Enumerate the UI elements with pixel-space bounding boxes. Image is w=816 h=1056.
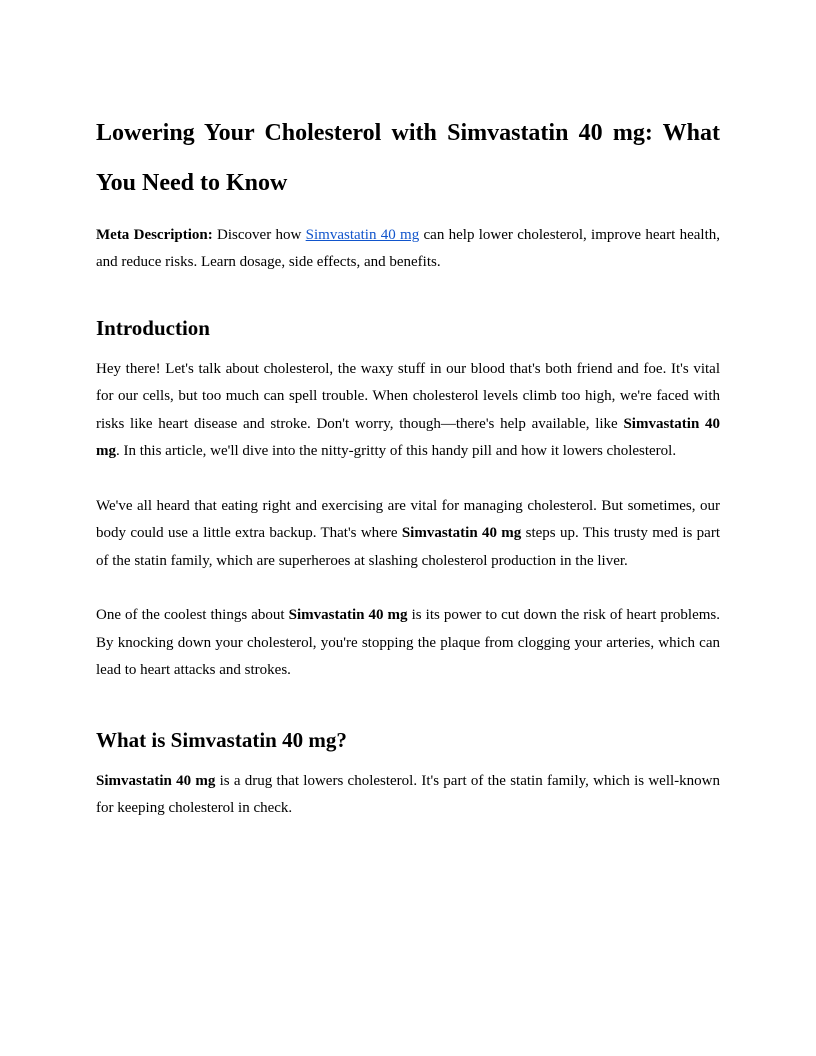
meta-description: [96, 222, 720, 277]
introduction-heading: Introduction: [96, 315, 210, 340]
intro-p1-text-after: . In this article, we'll dive into the nitty-gritty of this handy pill and how it lowers cholesterol.: [116, 443, 677, 460]
intro-paragraph-3: [96, 602, 720, 684]
meta-text-after-link: can help lower cholesterol, improve heart health, and reduce risks. Learn dosage, side effects, and benefits.: [96, 227, 721, 271]
article-title: Lowering Your Cholesterol with Simvastatin 40 mg: What You Need to Know: [96, 120, 720, 196]
intro-paragraph-1: [96, 356, 720, 466]
what-is-heading: What is Simvastatin 40 mg?: [96, 727, 347, 752]
intro-p3-text-before: One of the coolest things about: [96, 607, 289, 624]
intro-p2-text-before: We've all heard that eating right and exercising are vital for managing cholesterol. But sometimes, our body could use a little extra backup. That's where: [96, 497, 720, 542]
simvastatin-link[interactable]: Simvastatin 40 mg: [305, 227, 420, 243]
document-page: [96, 108, 720, 822]
intro-p2-bold: Simvastatin 40 mg: [401, 525, 522, 542]
intro-p1-text-before: Hey there! Let's talk about cholesterol, the waxy stuff in our blood that's both friend and foe. It's vital for our cells, but too much can spell trouble. When cholesterol levels climb too high, we're faced with risks like heart disease and stroke. Don't worry, though—there's help available, like: [96, 360, 720, 432]
meta-label: Meta Description:: [96, 227, 213, 243]
meta-text-before-link: Discover how: [212, 227, 306, 243]
intro-p2-text-after: steps up. This trusty med is part of the statin family, which are superheroes at slashing cholesterol production in the liver.: [96, 525, 721, 569]
what-is-p1-text-after: is a drug that lowers cholesterol. It's part of the statin family, which is well-known for keeping cholesterol in check.: [96, 772, 720, 817]
intro-p3-text-after: is its power to cut down the risk of heart problems. By knocking down your cholesterol, you're stopping the plaque from clogging your arteries, which can lead to heart attacks and strokes.: [96, 607, 720, 679]
intro-paragraph-2: [96, 493, 720, 575]
intro-p1-bold: Simvastatin 40 mg: [96, 415, 720, 460]
what-is-p1-bold: Simvastatin 40 mg: [96, 772, 216, 789]
what-is-paragraph-1: [96, 768, 720, 823]
intro-p3-bold: Simvastatin 40 mg: [288, 607, 408, 624]
